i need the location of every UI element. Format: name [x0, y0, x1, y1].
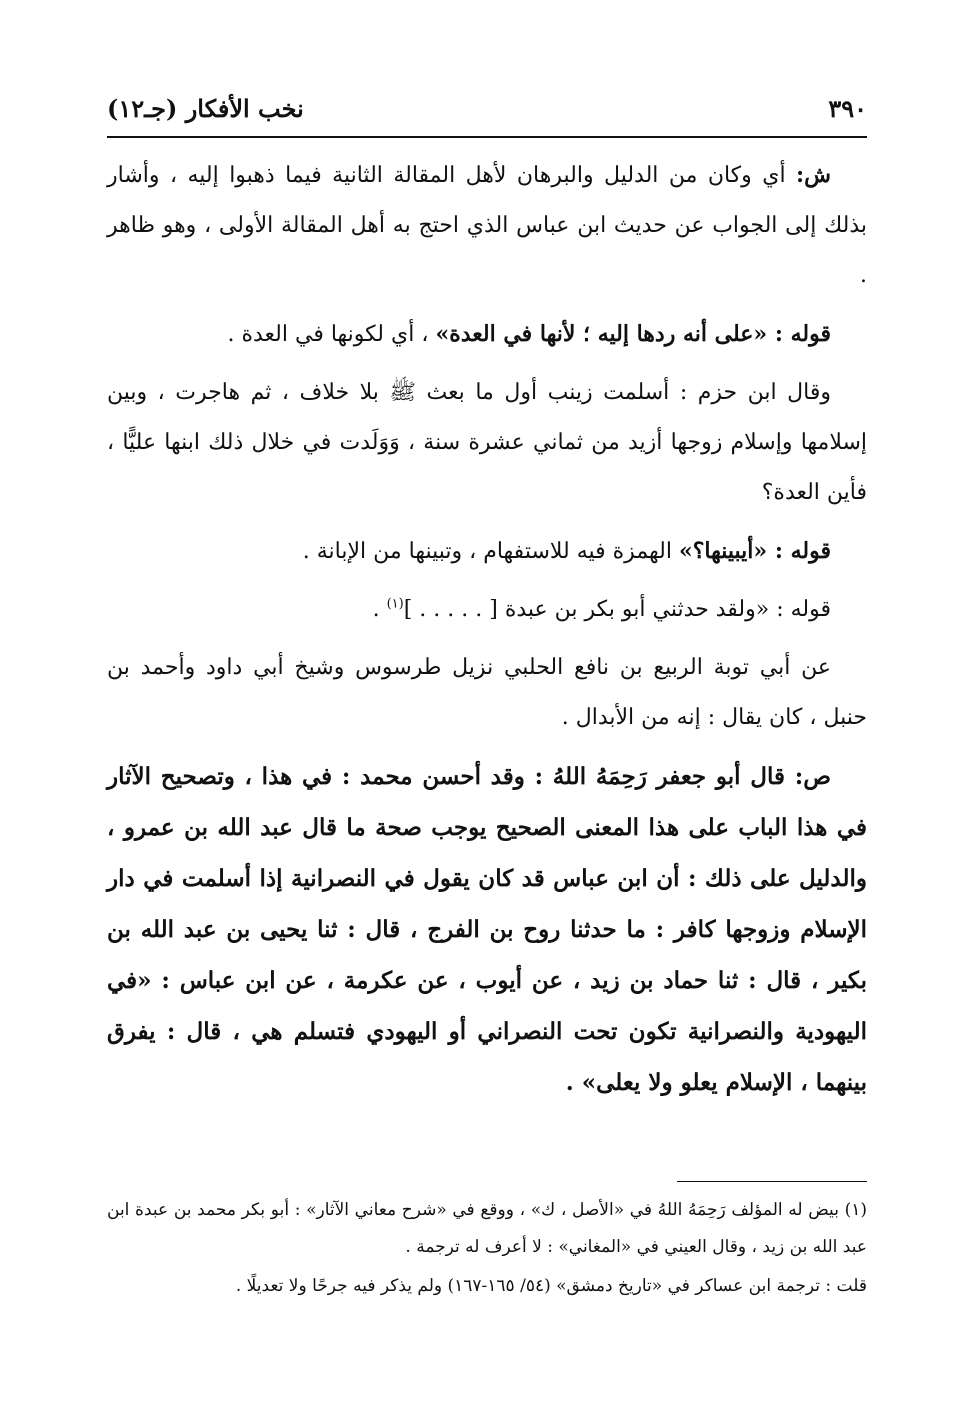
footnotes [107, 1192, 867, 1307]
text-paragraph [107, 751, 867, 1108]
quote-paragraph-2 [107, 526, 867, 577]
footnote-1: (١) بيض له المؤلف رَحِمَهُ اللهُ في «الأصل ، ك» ، ووقع في «شرح معاني الآثار» : أبو بكر محمد بن عبدة ابن عبد الله بن زيد ، وقال العيني في «المغاني» : لا أعرف له ترجمة . [107, 1200, 867, 1257]
footnote-reference[interactable]: (١) [386, 596, 404, 612]
ibn-hazm-paragraph [107, 368, 867, 518]
text-marker: ص: [794, 763, 831, 790]
paragraph-text: قال أبو جعفر رَحِمَهُ اللهُ : وقد أحسن محمد : في هذا ، وتصحيح الآثار في هذا الباب على هذا المعنى الصحيح يوجب صحة ما قال عبد الله بن عمرو ، والدليل على ذلك : أن ابن عباس قد كان يقول في النصرانية إذا أسلمت في دار الإسلام وزوجها كافر : ما حدثنا روح بن الفرج ، قال : ثنا يحيى بن عبد الله بن بكير ، قال : ثنا حماد بن زيد ، عن أيوب ، عن عكرمة ، عن ابن عباس : «في اليهودية والنصرانية تكون تحت النصراني أو اليهودي فتسلم هي ، قال : يفرق بينهما ، الإسلام يعلو ولا يعلى» . [107, 763, 867, 1096]
header-divider [107, 136, 867, 138]
commentary-marker: ش: [796, 162, 831, 188]
commentary-paragraph-1 [107, 150, 867, 301]
quote-paragraph-3 [107, 585, 867, 635]
paragraph-text: وقال ابن حزم : أسلمت زينب أول ما بعث ﷺ بلا خلاف ، ثم هاجرت ، وبين إسلامها وإسلام زوجها أزيد من ثماني عشرة سنة ، وَوَلَدت في خلال ذلك ابنها عليًّا ، فأين العدة؟ [107, 380, 867, 505]
footnote-1-continuation: قلت : ترجمة ابن عساكر في «تاريخ دمشق» (٥٤/ ١٦٥-١٦٧) ولم يذكر فيه جرحًا ولا تعديلًا . [235, 1276, 867, 1296]
quote-lead: قوله : [767, 321, 831, 347]
paragraph-text: عن أبي توبة الربيع بن نافع الحلبي نزيل طرسوس وشيخ أبي داود وأحمد بن حنبل ، كان يقال : إنه من الأبدال . [107, 655, 867, 730]
narrator-paragraph [107, 643, 867, 743]
running-title: نخب الأفكار (جـ١٢) [107, 93, 304, 123]
main-text [107, 150, 867, 1116]
quote-highlight: «على أنه ردها إليه ؛ لأنها في العدة» [435, 321, 768, 347]
paragraph-text: الهمزة فيه للاستفهام ، وتبينها من الإبانة . [302, 539, 679, 564]
quote-lead: قوله : [767, 538, 831, 564]
paragraph-tail: . [372, 597, 387, 622]
quote-paragraph-1 [107, 309, 867, 360]
paragraph-text: ، أي لكونها في العدة . [227, 322, 436, 347]
paragraph-text: أي وكان من الدليل والبرهان لأهل المقالة الثانية فيما ذهبوا إليه ، وأشار بذلك إلى الجواب عن حديث ابن عباس الذي احتج به أهل المقالة الأولى ، وهو ظاهر . [107, 163, 867, 288]
page-number: ٣٩٠ [828, 93, 867, 123]
quote-highlight: «أيبينها؟» [679, 538, 768, 564]
footnote-divider [677, 1181, 867, 1182]
page-header [107, 88, 867, 128]
paragraph-text: قوله : «ولقد حدثني أبو بكر بن عبدة [ . . . . . ] [403, 597, 831, 622]
